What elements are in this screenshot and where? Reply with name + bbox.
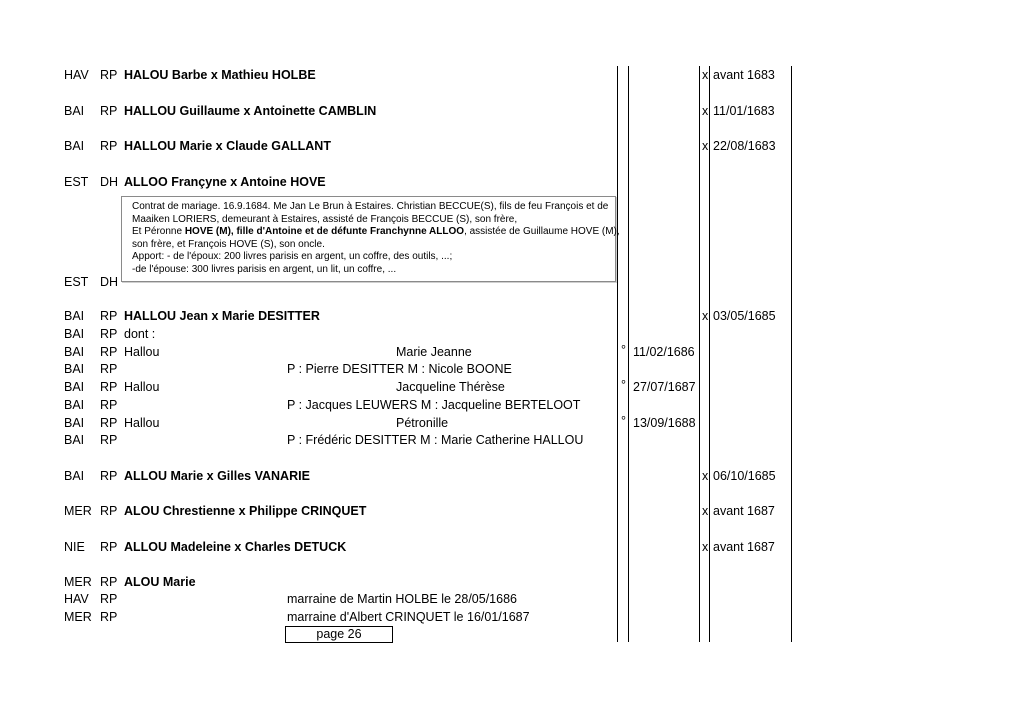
note-text: Et Péronne	[132, 226, 185, 238]
place-code: MER	[64, 610, 92, 624]
child-surname: Hallou	[124, 345, 160, 359]
event-date: 06/10/1685	[713, 469, 776, 483]
source-code: RP	[100, 104, 118, 118]
marriage-entry: ALLOU Madeleine x Charles DETUCK	[124, 540, 347, 554]
source-code: RP	[100, 68, 118, 82]
note-line: son frère, et François HOVE (S), son oncle.	[132, 238, 325, 250]
godparents: P : Pierre DESITTER M : Nicole BOONE	[287, 362, 512, 376]
source-code: RP	[100, 139, 118, 153]
source-code: RP	[100, 610, 118, 624]
place-code: HAV	[64, 592, 89, 606]
place-code: BAI	[64, 416, 85, 430]
child-surname: Hallou	[124, 416, 160, 430]
source-code: RP	[100, 540, 118, 554]
child-given-name: Marie Jeanne	[396, 345, 472, 359]
source-code: RP	[100, 327, 118, 341]
column-rule	[791, 66, 792, 642]
event-date: 11/01/1683	[713, 104, 775, 118]
note-text: , assistée de Guillaume HOVE (M),	[464, 226, 620, 238]
event-mark: x	[702, 540, 709, 554]
place-code: BAI	[64, 433, 85, 447]
source-code: DH	[100, 275, 119, 289]
event-date: avant 1683	[713, 68, 775, 82]
place-code: HAV	[64, 68, 89, 82]
event-mark: °	[621, 343, 626, 357]
place-code: EST	[64, 275, 89, 289]
event-date: avant 1687	[713, 504, 775, 518]
note-line: Apport: - de l'époux: 200 livres parisis en argent, un coffre, des outils, ...;	[132, 251, 453, 263]
event-mark: x	[702, 469, 709, 483]
place-code: NIE	[64, 540, 85, 554]
source-code: RP	[100, 309, 118, 323]
source-code: RP	[100, 592, 118, 606]
event-date: 22/08/1683	[713, 139, 776, 153]
marriage-entry: HALLOU Marie x Claude GALLANT	[124, 139, 331, 153]
event-date: 27/07/1687	[633, 380, 696, 394]
godparents: P : Jacques LEUWERS M : Jacqueline BERTELOOT	[287, 398, 581, 412]
event-date: 13/09/1688	[633, 416, 696, 430]
person-entry: ALOU Marie	[124, 575, 196, 589]
event-mark: x	[702, 104, 709, 118]
event-mark: x	[702, 139, 709, 153]
children-intro: dont :	[124, 327, 156, 341]
column-rule	[699, 66, 700, 642]
place-code: BAI	[64, 309, 85, 323]
place-code: BAI	[64, 469, 85, 483]
marriage-entry: HALLOU Jean x Marie DESITTER	[124, 309, 320, 323]
page-number: page 26	[285, 626, 393, 643]
source-code: RP	[100, 362, 118, 376]
note-emphasis: HOVE (M), fille d'Antoine et de défunte Franchynne ALLOO	[184, 226, 465, 238]
event-date: avant 1687	[713, 540, 775, 554]
source-code: RP	[100, 416, 118, 430]
place-code: BAI	[64, 362, 85, 376]
godparent-record: marraine d'Albert CRINQUET le 16/01/1687	[287, 610, 530, 624]
event-date: 03/05/1685	[713, 309, 776, 323]
godparents: P : Frédéric DESITTER M : Marie Catherine HALLOU	[287, 433, 584, 447]
column-rule	[617, 66, 618, 642]
child-surname: Hallou	[124, 380, 160, 394]
place-code: BAI	[64, 380, 85, 394]
source-code: RP	[100, 433, 118, 447]
source-code: RP	[100, 345, 118, 359]
source-code: RP	[100, 469, 118, 483]
source-code: DH	[100, 175, 119, 189]
place-code: BAI	[64, 104, 85, 118]
note-line: Maaiken LORIERS, demeurant à Estaires, assisté de François BECCUE (S), son frère,	[132, 213, 518, 225]
marriage-entry: HALOU Barbe x Mathieu HOLBE	[124, 68, 316, 82]
child-given-name: Pétronille	[396, 416, 449, 430]
note-line: -de l'épouse: 300 livres parisis en argent, un lit, un coffre, ...	[132, 263, 397, 275]
event-mark: x	[702, 68, 709, 82]
place-code: BAI	[64, 345, 85, 359]
marriage-contract-note	[121, 196, 620, 282]
column-rule	[628, 66, 629, 642]
place-code: BAI	[64, 139, 85, 153]
place-code: MER	[64, 575, 92, 589]
marriage-entry: ALLOO Françyne x Antoine HOVE	[124, 175, 326, 189]
source-code: RP	[100, 398, 118, 412]
note-line: Contrat de mariage. 16.9.1684. Me Jan Le Brun à Estaires. Christian BECCUE(S), fils de feu François et de	[132, 201, 609, 212]
godparent-record: marraine de Martin HOLBE le 28/05/1686	[287, 592, 517, 606]
source-code: RP	[100, 575, 118, 589]
event-mark: °	[621, 378, 626, 392]
event-mark: °	[621, 414, 626, 428]
marriage-entry: ALLOU Marie x Gilles VANARIE	[124, 469, 310, 483]
place-code: MER	[64, 504, 92, 518]
source-code: RP	[100, 380, 118, 394]
note-line	[132, 226, 620, 239]
child-given-name: Jacqueline Thérèse	[396, 380, 505, 394]
source-code: RP	[100, 504, 118, 518]
event-date: 11/02/1686	[633, 345, 695, 359]
place-code: BAI	[64, 327, 85, 341]
event-mark: x	[702, 504, 709, 518]
place-code: EST	[64, 175, 89, 189]
marriage-entry: HALLOU Guillaume x Antoinette CAMBLIN	[124, 104, 377, 118]
place-code: BAI	[64, 398, 85, 412]
event-mark: x	[702, 309, 709, 323]
column-rule	[709, 66, 710, 642]
marriage-entry: ALOU Chrestienne x Philippe CRINQUET	[124, 504, 367, 518]
